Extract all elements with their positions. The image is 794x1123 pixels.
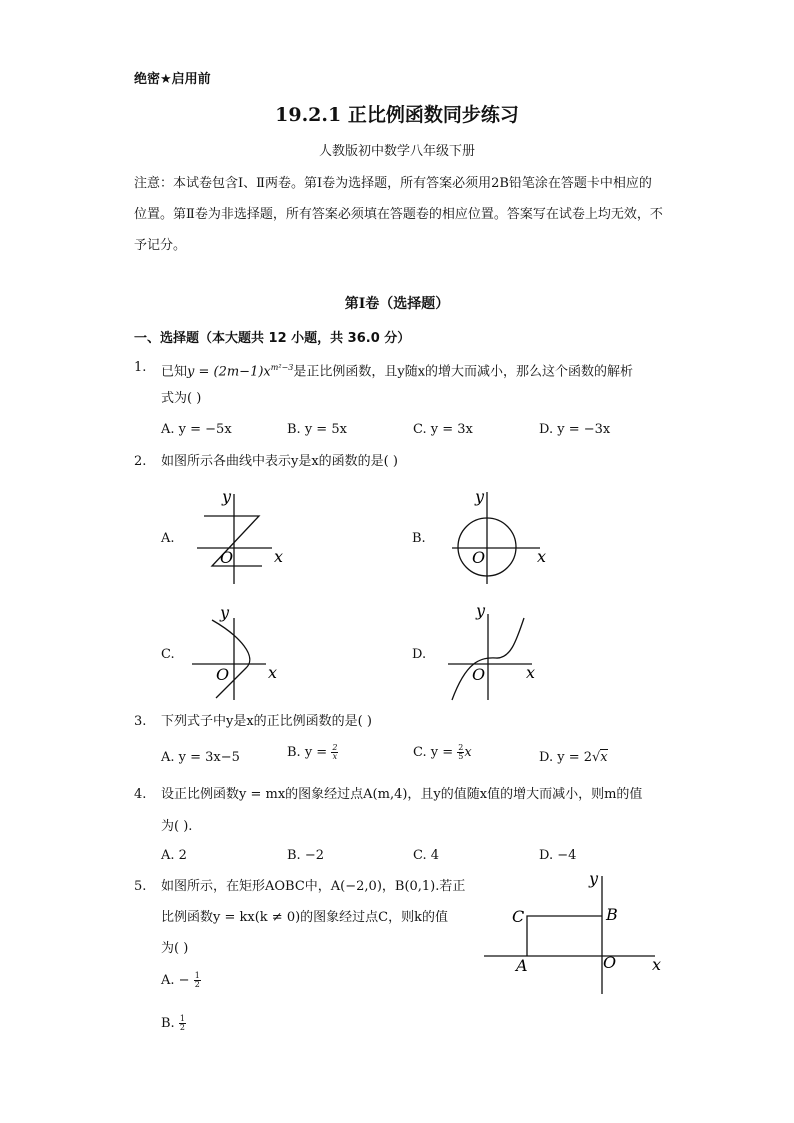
question-2-number: 2. <box>134 454 147 469</box>
fig5-point-c-label: C <box>512 907 525 926</box>
graph-a-x-label: x <box>274 547 284 566</box>
question-3-text: 下列式子中y是x的正比例函数的是( ) <box>161 714 372 729</box>
q5-option-a-fraction <box>194 972 201 989</box>
q5-option-b-fraction <box>179 1015 186 1032</box>
q2-option-a[interactable]: A. <box>161 531 175 546</box>
graph-c-origin-label: O <box>216 665 230 684</box>
q1-formula: y = (2m−1)x <box>187 364 271 380</box>
graph-b <box>450 486 550 586</box>
fig5-origin-label: O <box>603 953 617 972</box>
q2-option-b[interactable]: B. <box>412 531 426 546</box>
question-4-line1: 设正比例函数y = mx的图象经过点A(m,4)，且y的值随x值的增大而减小，则m的值 <box>161 787 643 802</box>
fig5-point-a-label: A <box>516 956 528 975</box>
question-5-line1: 如图所示，在矩形AOBC中，A(−2,0)，B(0,1).若正 <box>161 879 466 894</box>
page-subtitle: 人教版初中数学八年级下册 <box>318 144 475 159</box>
page-title: 19.2.1 正比例函数同步练习 <box>275 104 519 126</box>
graph-a-origin-label: O <box>220 548 234 567</box>
q3-c-denominator: 5 <box>458 752 464 761</box>
exam-notice: 注意：本试卷包含Ⅰ、Ⅱ两卷。第Ⅰ卷为选择题，所有答案必须用2B铅笔涂在答题卡中相应的位置。第Ⅱ卷为非选择题，所有答案必须填在答题卷的相应位置。答案写在试卷上均无效，不予记分。 <box>134 176 663 253</box>
graph-c-y-label: y <box>220 603 230 622</box>
q3-b-numerator: 2 <box>332 743 338 752</box>
q3-option-b[interactable] <box>287 744 338 761</box>
q1-exponent: m²−3 <box>270 363 294 372</box>
q3-option-c[interactable] <box>413 744 472 761</box>
q4-option-b[interactable]: B. −2 <box>287 848 324 863</box>
graph-d-y-label: y <box>476 602 486 620</box>
q4-option-d[interactable]: D. −4 <box>539 848 577 863</box>
graph-d <box>446 602 546 702</box>
q1-post: 是正比例函数，且y随x的增大而减小，那么这个函数的解析 <box>293 364 634 380</box>
graph-d-origin-label: O <box>472 665 486 684</box>
question-1-number: 1. <box>134 360 147 375</box>
question-2-text: 如图所示各曲线中表示y是x的函数的是( ) <box>161 454 398 469</box>
q4-option-a[interactable]: A. 2 <box>161 848 187 863</box>
fig5-x-label: x <box>652 955 662 974</box>
q3-option-b-fraction <box>331 744 338 761</box>
q3-option-d[interactable] <box>539 750 608 765</box>
q1-option-a[interactable]: A. y = −5x <box>161 422 232 437</box>
q3-option-c-prefix: C. y = <box>413 745 454 760</box>
question-5-line2: 比例函数y = kx(k ≠ 0)的图象经过点C，则k的值 <box>161 910 448 925</box>
q5-option-a[interactable] <box>161 972 201 989</box>
q2-option-d[interactable]: D. <box>412 647 427 662</box>
q3-option-a[interactable]: A. y = 3x−5 <box>161 750 240 765</box>
q5-a-numerator: 1 <box>194 971 200 980</box>
graph-c-x-label: x <box>268 663 278 682</box>
question-3-number: 3. <box>134 714 147 729</box>
q5-option-a-prefix: A. − <box>161 973 190 988</box>
question-4-number: 4. <box>134 787 147 802</box>
q3-option-c-suffix: x <box>464 745 472 760</box>
q3-b-denominator: x <box>332 752 338 761</box>
q3-option-d-prefix: D. y = 2√ <box>539 750 601 765</box>
q5-b-denominator: 2 <box>179 1023 185 1032</box>
graph-a-y-label: y <box>222 487 232 506</box>
volume-title: 第Ⅰ卷（选择题） <box>344 296 450 312</box>
graph-b-y-label: y <box>475 487 485 506</box>
q1-pre: 已知 <box>161 364 188 380</box>
graph-c <box>190 602 290 702</box>
rectangle-aobc-figure <box>480 868 670 996</box>
graph-b-x-label: x <box>537 547 547 566</box>
fig5-y-label: y <box>589 869 599 888</box>
graph-b-origin-label: O <box>472 548 486 567</box>
q1-option-b[interactable]: B. y = 5x <box>287 422 347 437</box>
section-title: 一、选择题（本大题共 12 小题，共 36.0 分） <box>134 331 411 346</box>
q5-a-denominator: 2 <box>194 980 200 989</box>
q3-option-b-prefix: B. y = <box>287 745 328 760</box>
q3-c-numerator: 2 <box>458 743 464 752</box>
question-1-text <box>161 353 671 387</box>
q5-b-numerator: 1 <box>179 1014 185 1023</box>
question-5-number: 5. <box>134 879 147 894</box>
q1-option-d[interactable]: D. y = −3x <box>539 422 611 437</box>
confidential-label: 绝密★启用前 <box>134 72 211 87</box>
q2-option-c[interactable]: C. <box>161 647 175 662</box>
question-4-line2: 为( ). <box>161 819 193 834</box>
fig5-point-b-label: B <box>606 905 618 924</box>
q5-option-b[interactable] <box>161 1015 186 1032</box>
q1-option-c[interactable]: C. y = 3x <box>413 422 473 437</box>
question-5-line3: 为( ) <box>161 941 189 956</box>
question-1-line2: 式为( ) <box>161 391 202 406</box>
q3-option-d-radicand: x <box>600 750 608 765</box>
q5-option-b-prefix: B. <box>161 1016 175 1031</box>
graph-a <box>192 486 292 586</box>
q4-option-c[interactable]: C. 4 <box>413 848 440 863</box>
graph-d-x-label: x <box>526 663 536 682</box>
